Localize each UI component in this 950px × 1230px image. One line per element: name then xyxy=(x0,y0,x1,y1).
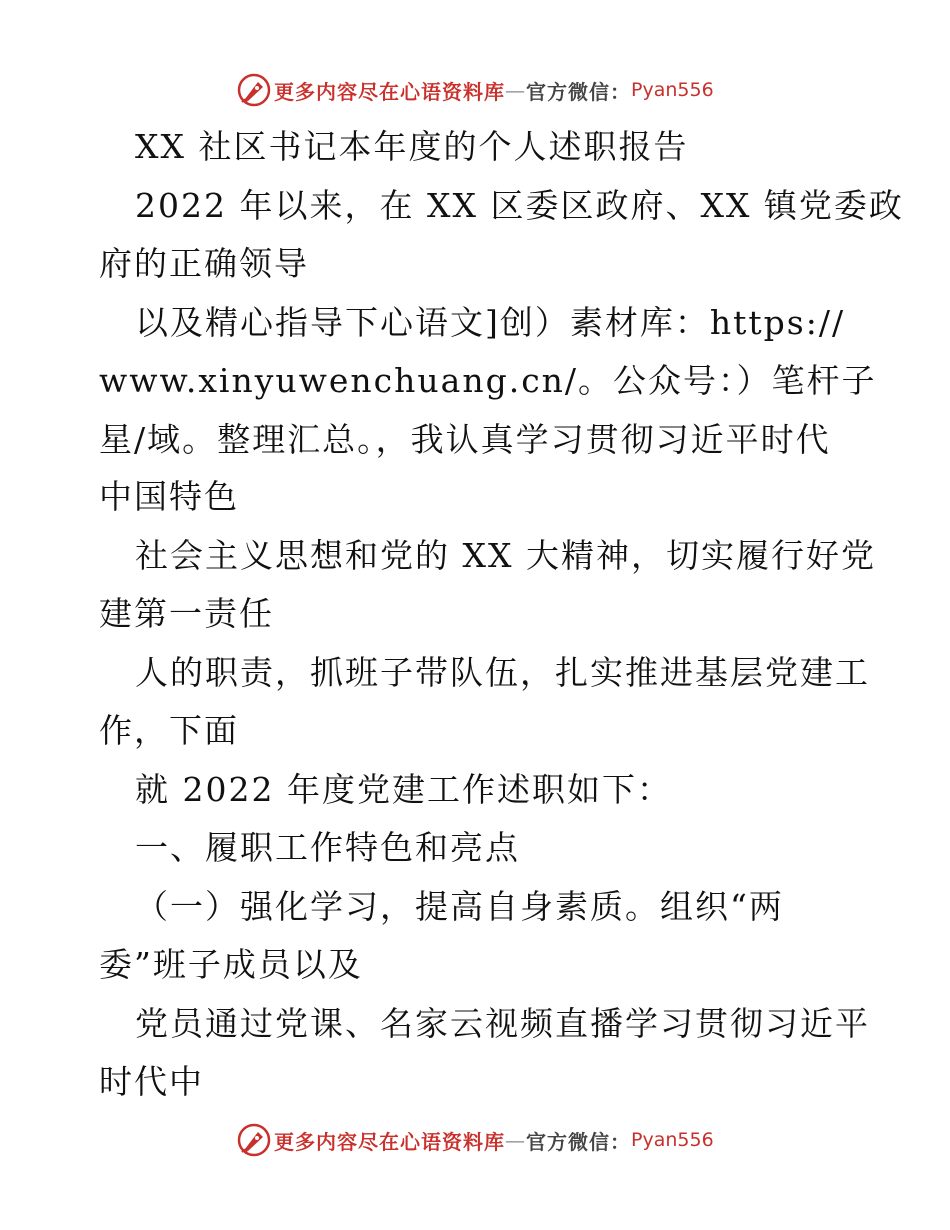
paragraph-line: 委”班子成员以及 xyxy=(99,945,363,984)
section-heading: 一、履职工作特色和亮点 xyxy=(135,828,520,867)
document-title: XX 社区书记本年度的个人述职报告 xyxy=(135,127,689,166)
subsection-heading: （一）强化学习，提高自身素质。组织“两 xyxy=(135,887,784,926)
paragraph-line: 2022 年以来，在 XX 区委区政府、XX 镇党委政 xyxy=(135,186,904,225)
footer-banner xyxy=(236,1120,714,1160)
paragraph-line: 党员通过党课、名家云视频直播学习贯彻习近平 xyxy=(135,1004,870,1043)
pen-nib-logo-icon xyxy=(236,1122,272,1158)
paragraph-line: 时代中 xyxy=(99,1062,204,1101)
paragraph-line: 就 2022 年度党建工作述职如下： xyxy=(135,770,672,809)
paragraph-line: 作，下面 xyxy=(99,711,239,750)
paragraph-line: 建第一责任 xyxy=(99,594,274,633)
banner-dash: — xyxy=(505,1128,526,1152)
banner-wechat-id: Pyan556 xyxy=(631,1129,714,1151)
paragraph-line: 府的正确领导 xyxy=(99,244,309,283)
banner-wechat-label: 官方微信： xyxy=(526,1129,631,1154)
pen-nib-logo-icon xyxy=(236,72,272,108)
banner-main-text: 更多内容尽在心语资料库 xyxy=(274,79,505,104)
banner-wechat-id: Pyan556 xyxy=(631,79,714,101)
paragraph-line: 中国特色 xyxy=(99,477,239,516)
banner-main-text: 更多内容尽在心语资料库 xyxy=(274,1129,505,1154)
paragraph-line: 人的职责，抓班子带队伍，扎实推进基层党建工 xyxy=(135,653,870,692)
paragraph-line: 星/域。整理汇总。，我认真学习贯彻习近平时代 xyxy=(99,420,831,459)
banner-dash: — xyxy=(505,78,526,102)
paragraph-line: www.xinyuwenchuang.cn/。公众号：）笔杆子 xyxy=(99,361,877,400)
banner-wechat-label: 官方微信： xyxy=(526,79,631,104)
header-banner xyxy=(236,70,714,110)
paragraph-line: 以及精心指导下心语文]创）素材库：https:// xyxy=(135,303,846,342)
paragraph-line: 社会主义思想和党的 XX 大精神，切实履行好党 xyxy=(135,536,876,575)
